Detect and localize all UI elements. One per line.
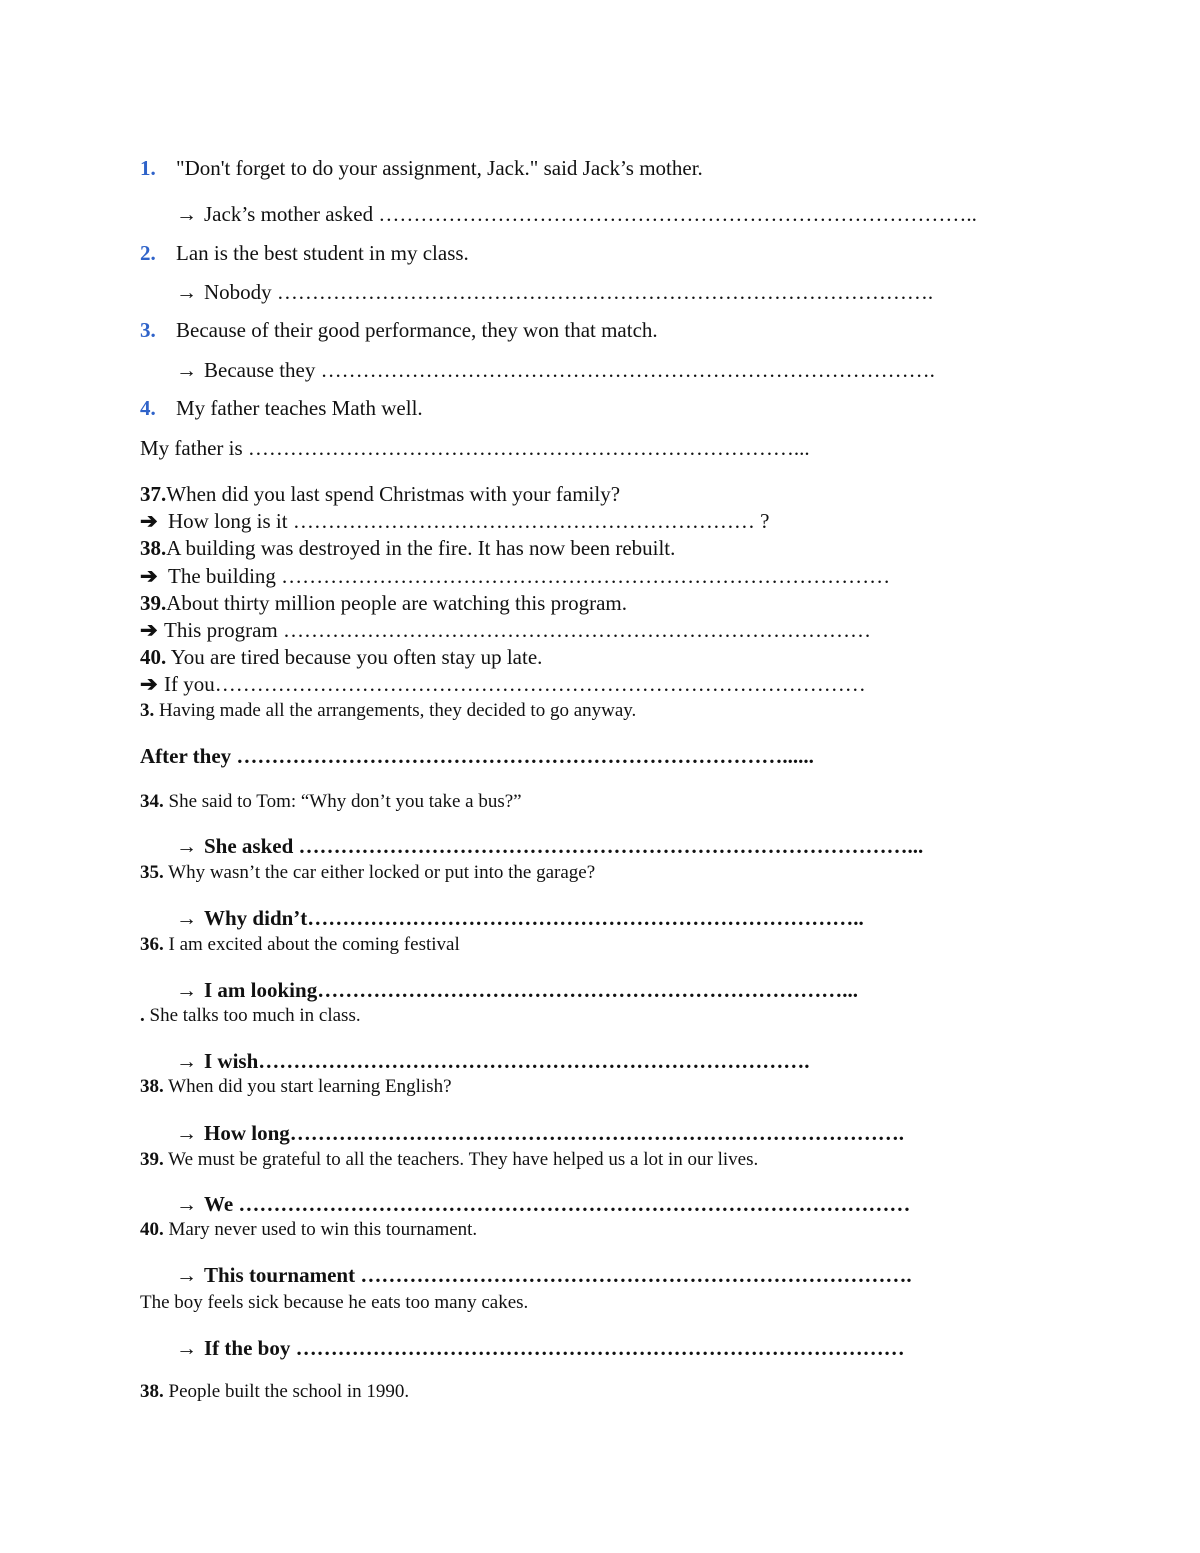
answer-4 [140, 438, 810, 459]
question-39a [140, 593, 627, 614]
question-number: 34. [140, 791, 164, 812]
arrow-icon: ➔ [140, 509, 158, 533]
question-38a [140, 538, 675, 559]
question-text: Why wasn’t the car either locked or put into the garage? [163, 862, 596, 883]
question-text: You are tired because you often stay up late. [166, 645, 543, 669]
answer-34 [176, 836, 923, 857]
arrow-icon: → [176, 978, 197, 1002]
answer-dots: ……………………………………………………………………………... [293, 834, 924, 858]
answer-36 [176, 980, 858, 1001]
question-text: People built the school in 1990. [163, 1381, 410, 1402]
question-34 [140, 792, 522, 811]
question-number: 37. [140, 482, 167, 506]
answer-dots: ……………………………………………………………………. [258, 1049, 810, 1073]
arrow-icon: ➔ [140, 564, 158, 588]
arrow-icon: → [176, 1263, 197, 1287]
question-37 [140, 484, 620, 505]
answer-lead: She asked [204, 834, 294, 858]
question-number: 1. [140, 156, 156, 180]
answer-37 [140, 511, 769, 532]
question-number: 39. [140, 1149, 164, 1170]
question-text: When did you start learning English? [163, 1076, 452, 1097]
question-text: "Don't forget to do your assignment, Jack." said Jack’s mother. [176, 156, 703, 180]
question-2 [140, 243, 469, 264]
arrow-icon: → [176, 906, 197, 930]
arrow-icon: → [176, 834, 197, 858]
question-text: Having made all the arrangements, they decided to go anyway. [154, 700, 637, 721]
question-number: 36. [140, 934, 164, 955]
answer-line: My father is ……………………………………………………………………... [140, 436, 810, 460]
question-number: 40. [140, 1219, 164, 1240]
answer-line: This program ………………………………………………………………………… [164, 618, 871, 642]
question-text: When did you last spend Christmas with your family? [166, 482, 621, 506]
answer-line: Jack’s mother asked ………………………………………………………………………….. [204, 202, 977, 226]
answer-line: After they ……………………………………………………………………...... [140, 744, 814, 768]
answer-39a [140, 620, 871, 641]
question-38b [140, 1077, 452, 1096]
question-35 [140, 863, 595, 882]
arrow-icon: → [176, 1336, 197, 1360]
answer-dots: …………………………………………………………………………… [290, 1336, 905, 1360]
answer-lead: This tournament [204, 1263, 356, 1287]
question-text: I am excited about the coming festival [163, 934, 460, 955]
question-number: 4. [140, 396, 156, 420]
question-4 [140, 398, 423, 419]
answer-line: The building …………………………………………………………………………… [168, 564, 891, 588]
question-number: 38. [140, 536, 167, 560]
question-1 [140, 158, 703, 179]
answer-dots: ……………………………………………………………………………. [289, 1121, 905, 1145]
arrow-icon: ➔ [140, 618, 158, 642]
question-39b [140, 1150, 758, 1169]
answer-40b [176, 1265, 912, 1286]
answer-1 [176, 204, 977, 225]
arrow-icon: → [176, 202, 197, 226]
answer-line: Because they ……………………………………………………………………………. [204, 358, 935, 382]
question-wish [140, 1006, 361, 1025]
question-text: Because of their good performance, they won that match. [176, 318, 658, 342]
answer-38b [176, 1123, 904, 1144]
answer-boy [176, 1338, 905, 1359]
question-3 [140, 320, 658, 341]
answer-lead: I am looking [204, 978, 318, 1002]
answer-3b [140, 746, 814, 767]
answer-40a [140, 674, 866, 695]
answer-dots: …………………………………………………………………….. [307, 906, 864, 930]
question-36 [140, 935, 460, 954]
arrow-icon: → [176, 358, 197, 382]
question-3b [140, 701, 636, 720]
arrow-icon: → [176, 1192, 197, 1216]
question-text: She said to Tom: “Why don’t you take a bus?” [163, 791, 522, 812]
answer-lead: Why didn’t [204, 906, 308, 930]
question-number: 39. [140, 591, 167, 615]
question-40a [140, 647, 542, 668]
question-40b [140, 1220, 477, 1239]
answer-line: How long is it ………………………………………………………… ? [168, 509, 770, 533]
answer-3 [176, 360, 935, 381]
question-number: . [140, 1005, 145, 1026]
answer-line: If you………………………………………………………………………………… [164, 672, 866, 696]
arrow-icon: ➔ [140, 672, 158, 696]
question-number: 3. [140, 700, 155, 721]
answer-dots: ……………………………………………………………………. [355, 1263, 912, 1287]
question-number: 2. [140, 241, 156, 265]
question-text: Lan is the best student in my class. [176, 241, 469, 265]
answer-lead: We [204, 1192, 234, 1216]
answer-lead: How long [204, 1121, 290, 1145]
answer-2 [176, 282, 933, 303]
answer-lead: I wish [204, 1049, 259, 1073]
question-number: 3. [140, 318, 156, 342]
arrow-icon: → [176, 1121, 197, 1145]
question-number: 38. [140, 1381, 164, 1402]
answer-39b [176, 1194, 910, 1215]
question-boy [140, 1293, 528, 1312]
answer-35 [176, 908, 864, 929]
question-number: 40. [140, 645, 167, 669]
question-text: The boy feels sick because he eats too many cakes. [140, 1292, 529, 1313]
arrow-icon: → [176, 1049, 197, 1073]
arrow-icon: → [176, 280, 197, 304]
question-number: 35. [140, 862, 164, 883]
question-text: She talks too much in class. [144, 1005, 361, 1026]
answer-dots: …………………………………………………………………... [317, 978, 858, 1002]
question-text: About thirty million people are watching this program. [166, 591, 627, 615]
question-38c [140, 1382, 409, 1401]
answer-lead: If the boy [204, 1336, 291, 1360]
question-number: 38. [140, 1076, 164, 1097]
question-text: Mary never used to win this tournament. [163, 1219, 478, 1240]
question-text: A building was destroyed in the fire. It has now been rebuilt. [166, 536, 676, 560]
answer-wish [176, 1051, 810, 1072]
question-text: We must be grateful to all the teachers. They have helped us a lot in our lives. [163, 1149, 759, 1170]
answer-38a [140, 566, 890, 587]
question-text: My father teaches Math well. [176, 396, 423, 420]
answer-line: Nobody …………………………………………………………………………………. [204, 280, 934, 304]
answer-dots: …………………………………………………………………………………… [233, 1192, 911, 1216]
